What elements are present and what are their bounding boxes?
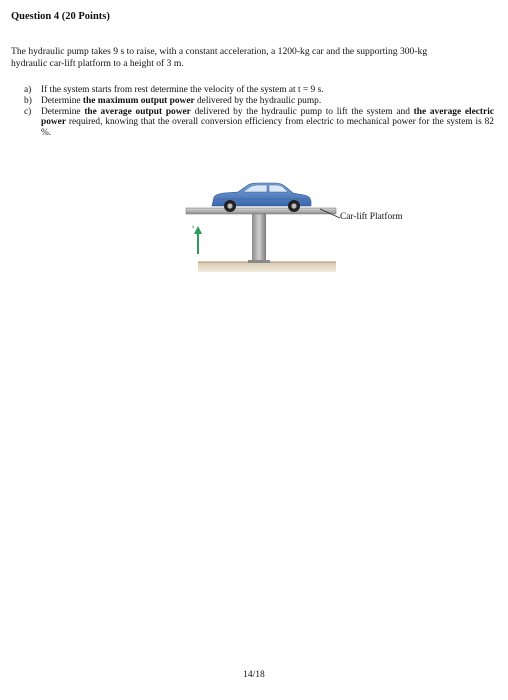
part-c-bold-2: the average electric power xyxy=(41,106,494,128)
part-c-suffix: required, knowing that the overall conversion efficiency from electric to mechanical power for the system is 82 %. xyxy=(41,117,494,139)
part-b-bold: the maximum output power xyxy=(82,95,195,106)
part-a-text: If the system starts from rest determine the velocity of the system at t = 9 s. xyxy=(41,85,324,95)
part-a xyxy=(24,85,494,96)
figure-label: Car-lift Platform xyxy=(340,212,403,222)
part-c-marker: c) xyxy=(24,106,32,117)
ground xyxy=(198,262,336,272)
part-b-prefix: Determine xyxy=(41,95,83,106)
part-c-text xyxy=(41,107,494,139)
part-b-marker: b) xyxy=(24,95,32,106)
question-title: Question 4 (20 Points) xyxy=(11,11,110,22)
hydraulic-post xyxy=(252,214,266,262)
intro-line-2: hydraulic car-lift platform to a height of 3 m. xyxy=(11,57,184,69)
part-b-text xyxy=(41,96,494,107)
part-c-prefix: Determine xyxy=(41,106,85,117)
part-c-bold-1: the average output power xyxy=(84,106,191,117)
part-c-middle: delivered by the hydraulic pump to lift the system and xyxy=(190,106,414,117)
question-parts xyxy=(24,85,494,139)
car-icon xyxy=(212,183,311,212)
intro-line-1: The hydraulic pump takes 9 s to raise, with a constant acceleration, a 1200-kg car and the supporting 300-kg xyxy=(11,46,428,57)
car-lift-figure xyxy=(180,180,440,280)
part-b-suffix: delivered by the hydraulic pump. xyxy=(194,95,322,106)
page-number: 14/18 xyxy=(243,670,265,680)
question-intro xyxy=(11,46,491,69)
lift-platform xyxy=(186,208,336,214)
part-a-marker: a) xyxy=(24,85,32,95)
svg-text:a: a xyxy=(192,225,195,230)
upward-arrow-icon xyxy=(192,225,202,254)
part-b xyxy=(24,96,494,107)
part-c xyxy=(24,107,494,139)
